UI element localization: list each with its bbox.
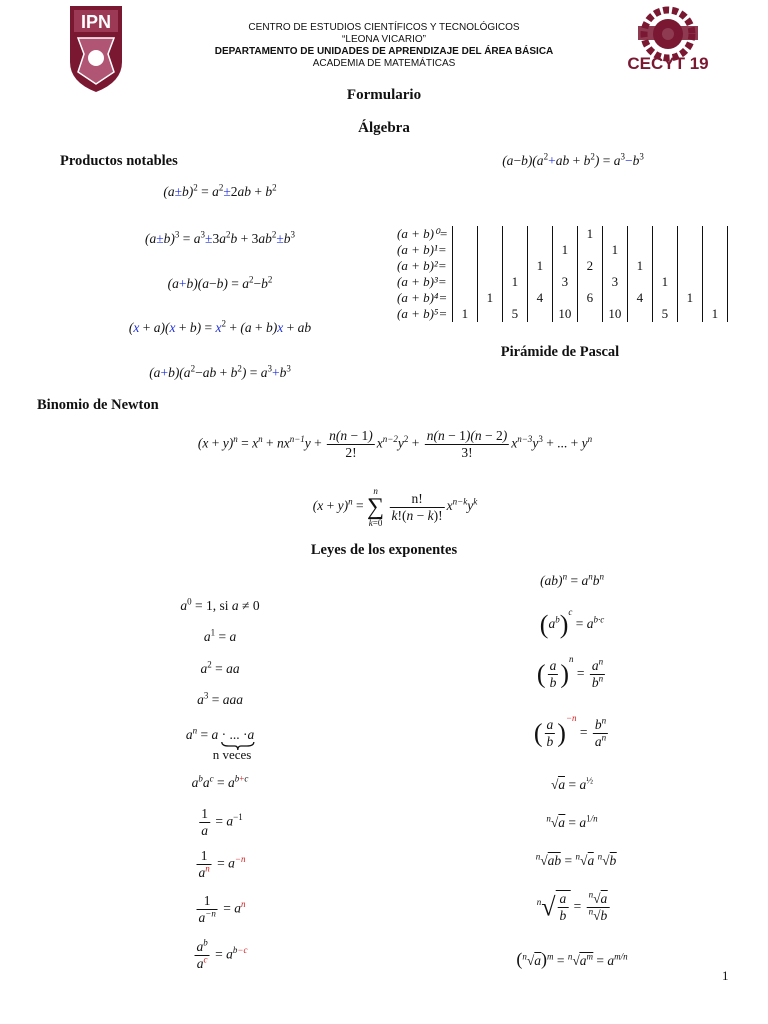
pascal-cell (577, 274, 602, 290)
pascal-cell (527, 242, 552, 258)
pascal-row (397, 274, 727, 290)
ley-potencia-potencia: $(a^b)^c = a^{b\cdot c}$ (539, 606, 605, 639)
pascal-cell (627, 226, 652, 242)
pascal-row (397, 226, 727, 242)
pascal-cell: 2 (577, 258, 602, 274)
pascal-cell (677, 242, 702, 258)
pascal-cell: 3 (602, 274, 627, 290)
pascal-cell: 10 (602, 306, 627, 322)
pascal-cell (502, 290, 527, 306)
svg-text:IPN: IPN (80, 12, 112, 32)
pascal-row (397, 306, 727, 322)
pascal-cell (577, 306, 602, 322)
pascal-cell (477, 226, 502, 242)
header-line-1: CENTRO DE ESTUDIOS CIENTÍFICOS Y TECNOLÓGICOS (248, 22, 520, 33)
pascal-row-label: (a + b)³= (397, 274, 447, 289)
pascal-cell: 5 (652, 306, 677, 322)
pascal-row (397, 290, 727, 306)
ley-exponente-dos: $a^2$ = aa (200, 659, 240, 676)
ley-inverso-n: $\frac{1}{a^n}$ = $a^{-n}$ (198, 848, 246, 880)
formula-termino-comun: $(x + a)(x + b) = x^2 + (a + b)x$ + ab (128, 318, 312, 335)
page-title: Formulario (346, 87, 422, 103)
ley-raiz-cuadrada: $√a = a^{\frac{1}{2}}$ (550, 775, 594, 792)
cecyt-logo-text: CECYT 19 (627, 54, 709, 73)
header-line-3: DEPARTAMENTO DE UNIDADES DE APRENDIZAJE DEL ÁREA BÁSICA (214, 46, 554, 57)
pascal-cell (602, 290, 627, 306)
ley-exponente-tres: $a^3$ = aaa (197, 690, 243, 707)
institution-header (184, 22, 584, 70)
ley-potencia-cociente-negativa: ( $\frac{a}{b}$ )$^{-n}$ = $\frac{b^n}{a^n}$ (533, 713, 607, 749)
ley-raiz-producto: $^n$√ab = $^n$√a $^n$√b (535, 851, 617, 868)
pascal-row (397, 242, 727, 258)
ley-exponente-cero: $a^0 = 1$, si a ≠ 0 (180, 596, 260, 613)
pascal-cell (702, 290, 727, 306)
pascal-cell (702, 274, 727, 290)
pascal-cell (677, 274, 702, 290)
pascal-cell: 1 (452, 306, 477, 322)
ley-inverso-menos-n: $\frac{1}{a^{-n}}$ = $a^n$ (198, 893, 246, 925)
pascal-cell (652, 258, 677, 274)
pascal-cell: 1 (702, 306, 727, 322)
pascal-cell (452, 274, 477, 290)
pascal-row-label: (a + b)⁰= (397, 226, 448, 241)
ley-exponente-uno: $a^1 = a$ (203, 627, 237, 644)
pascal-cell: 1 (652, 274, 677, 290)
pascal-cell (477, 258, 502, 274)
pascal-cell (477, 242, 502, 258)
section-productos: Productos notables (60, 153, 178, 169)
pascal-cell (552, 226, 577, 242)
pascal-cell (627, 274, 652, 290)
pascal-cell (502, 258, 527, 274)
pascal-cell: 6 (577, 290, 602, 306)
pascal-cell (552, 290, 577, 306)
pascal-cell (652, 290, 677, 306)
pascal-row-label: (a + b)¹= (397, 242, 447, 257)
formula-binomios-conjugados: $(a+b)(a-b) = a^2-b^2$ (167, 274, 273, 291)
pascal-cell: 1 (677, 290, 702, 306)
pascal-cell: 1 (552, 242, 577, 258)
section-leyes: Leyes de los exponentes (310, 542, 458, 558)
pascal-cell (527, 226, 552, 242)
page-number: 1 (722, 968, 729, 983)
pascal-cell: 10 (552, 306, 577, 322)
pascal-cell: 4 (627, 290, 652, 306)
pascal-row-label: (a + b)⁵= (397, 306, 448, 321)
pascal-cell (452, 290, 477, 306)
pascal-cell (477, 274, 502, 290)
formula-cuadrado-binomio: $(a\pm b)^2 = a^2\pm 2ab + b^2$ (163, 182, 277, 199)
pascal-triangle (397, 226, 728, 322)
ley-inverso: $\frac{1}{a}$ = $a^{-1}$ (201, 806, 243, 838)
pascal-cell (527, 306, 552, 322)
pascal-cell (452, 226, 477, 242)
ipn-logo (64, 2, 128, 94)
pascal-cell (677, 306, 702, 322)
ley-producto-potencias: $a^ba^c = a^{b+c}$ (191, 773, 249, 790)
pascal-cell (452, 258, 477, 274)
formula-newton-sumatoria: $(x + y)^n$ = n ∑ k=0 $\frac{n!}{k!(n - k)!}$ $x^{n-k}y^k$ (312, 486, 478, 528)
pascal-cell (702, 258, 727, 274)
pascal-row-label: (a + b)²= (397, 258, 447, 273)
pascal-caption: Pirámide de Pascal (500, 344, 620, 360)
pascal-row-label: (a + b)⁴= (397, 290, 448, 305)
pascal-cell (602, 226, 627, 242)
ley-raiz-potencia: $(^n√a)^m = ^n√a^m = a^{m/n}$ (516, 949, 628, 969)
pascal-cell: 1 (627, 258, 652, 274)
pascal-cell (702, 226, 727, 242)
n-veces-label: n veces (212, 747, 252, 762)
ley-cociente-potencias: $\frac{a^b}{a^c}$ = $a^{b-c}$ (196, 937, 248, 971)
section-newton: Binomio de Newton (37, 397, 159, 413)
pascal-cell (577, 242, 602, 258)
pascal-cell (652, 226, 677, 242)
subtitle: Álgebra (358, 120, 410, 136)
pascal-cell (502, 242, 527, 258)
pascal-cell (552, 258, 577, 274)
pascal-cell (602, 258, 627, 274)
pascal-cell (477, 306, 502, 322)
formula-newton-expansion: $(x + y)^n = x^n + nx^{n-1}y$ + $\frac{n(n - 1)}{2!}$ $x^{n-2}y^2$ + $\frac{n(n - 1)(n - 2)}{3!}$ $x^{n-3}y^3$ + ... + $y^n$ (197, 428, 593, 460)
pascal-cell (627, 242, 652, 258)
pascal-cell: 3 (552, 274, 577, 290)
ley-raiz-n: $^n√a = a^{1/n}$ (546, 813, 598, 830)
pascal-cell: 4 (527, 290, 552, 306)
ley-exponente-n: $a^n = a$ · ... ·a (186, 727, 254, 743)
pascal-cell: 1 (577, 226, 602, 242)
ley-potencia-cociente: ( $\frac{a}{b}$ )$^n$ = $\frac{a^n}{b^n}$ (536, 654, 604, 690)
ley-raiz-cociente: $^n$√ $\frac{a}{b}$ = $\frac{^n√a}{^n√b}$ (536, 889, 608, 923)
header-line-4: ACADEMIA DE MATEMÁTICAS (312, 58, 456, 69)
pascal-cell: 1 (602, 242, 627, 258)
si-label: si (219, 598, 229, 613)
pascal-cell: 5 (502, 306, 527, 322)
formula-diferencia-cubos: $(a-b)(a^2+ab + b^2) = a^3-b^3$ (502, 151, 644, 168)
pascal-cell (702, 242, 727, 258)
ley-potencia-producto: $(ab)^n = a^nb^n$ (540, 571, 604, 588)
pascal-cell (452, 242, 477, 258)
formula-cubo-binomio: $(a\pm b)^3 = a^3\pm 3a^2b + 3ab^2\pm b^3$ (144, 229, 296, 246)
header-line-2: “LEONA VICARIO” (342, 34, 426, 45)
pascal-cell (677, 258, 702, 274)
pascal-cell (652, 242, 677, 258)
pascal-cell (527, 274, 552, 290)
pascal-cell (677, 226, 702, 242)
formula-suma-cubos: $(a+b)(a^2-ab + b^2) = a^3+b^3$ (149, 363, 291, 380)
pascal-cell: 1 (477, 290, 502, 306)
pascal-cell (502, 226, 527, 242)
pascal-cell: 1 (502, 274, 527, 290)
pascal-row (397, 258, 727, 274)
pascal-cell (627, 306, 652, 322)
pascal-cell: 1 (527, 258, 552, 274)
